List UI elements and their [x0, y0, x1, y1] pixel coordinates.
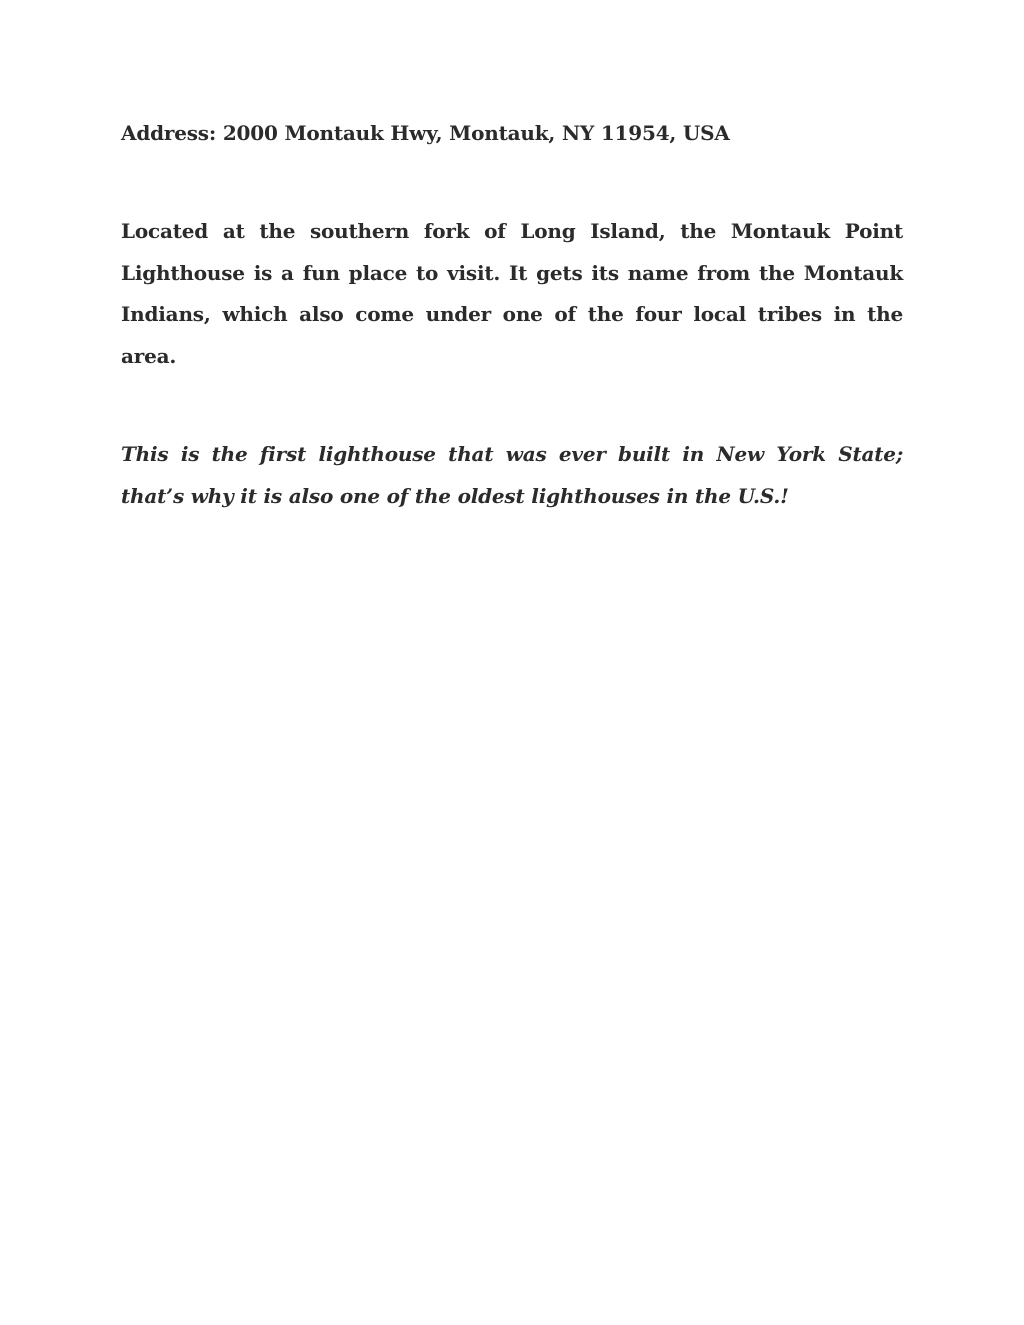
- history-paragraph: This is the first lighthouse that was ever built in New York State; that’s why it is also one of the oldest lighthouses in the U.S.!: [121, 442, 903, 508]
- intro-paragraph: Located at the southern fork of Long Island, the Montauk Point Lighthouse is a fun place to visit. It gets its name from the Montauk Indians, which also come under one of the four local tribes in the area.: [121, 219, 903, 368]
- address-line: Address: 2000 Montauk Hwy, Montauk, NY 11954, USA: [121, 121, 730, 145]
- document-body: [121, 112, 903, 517]
